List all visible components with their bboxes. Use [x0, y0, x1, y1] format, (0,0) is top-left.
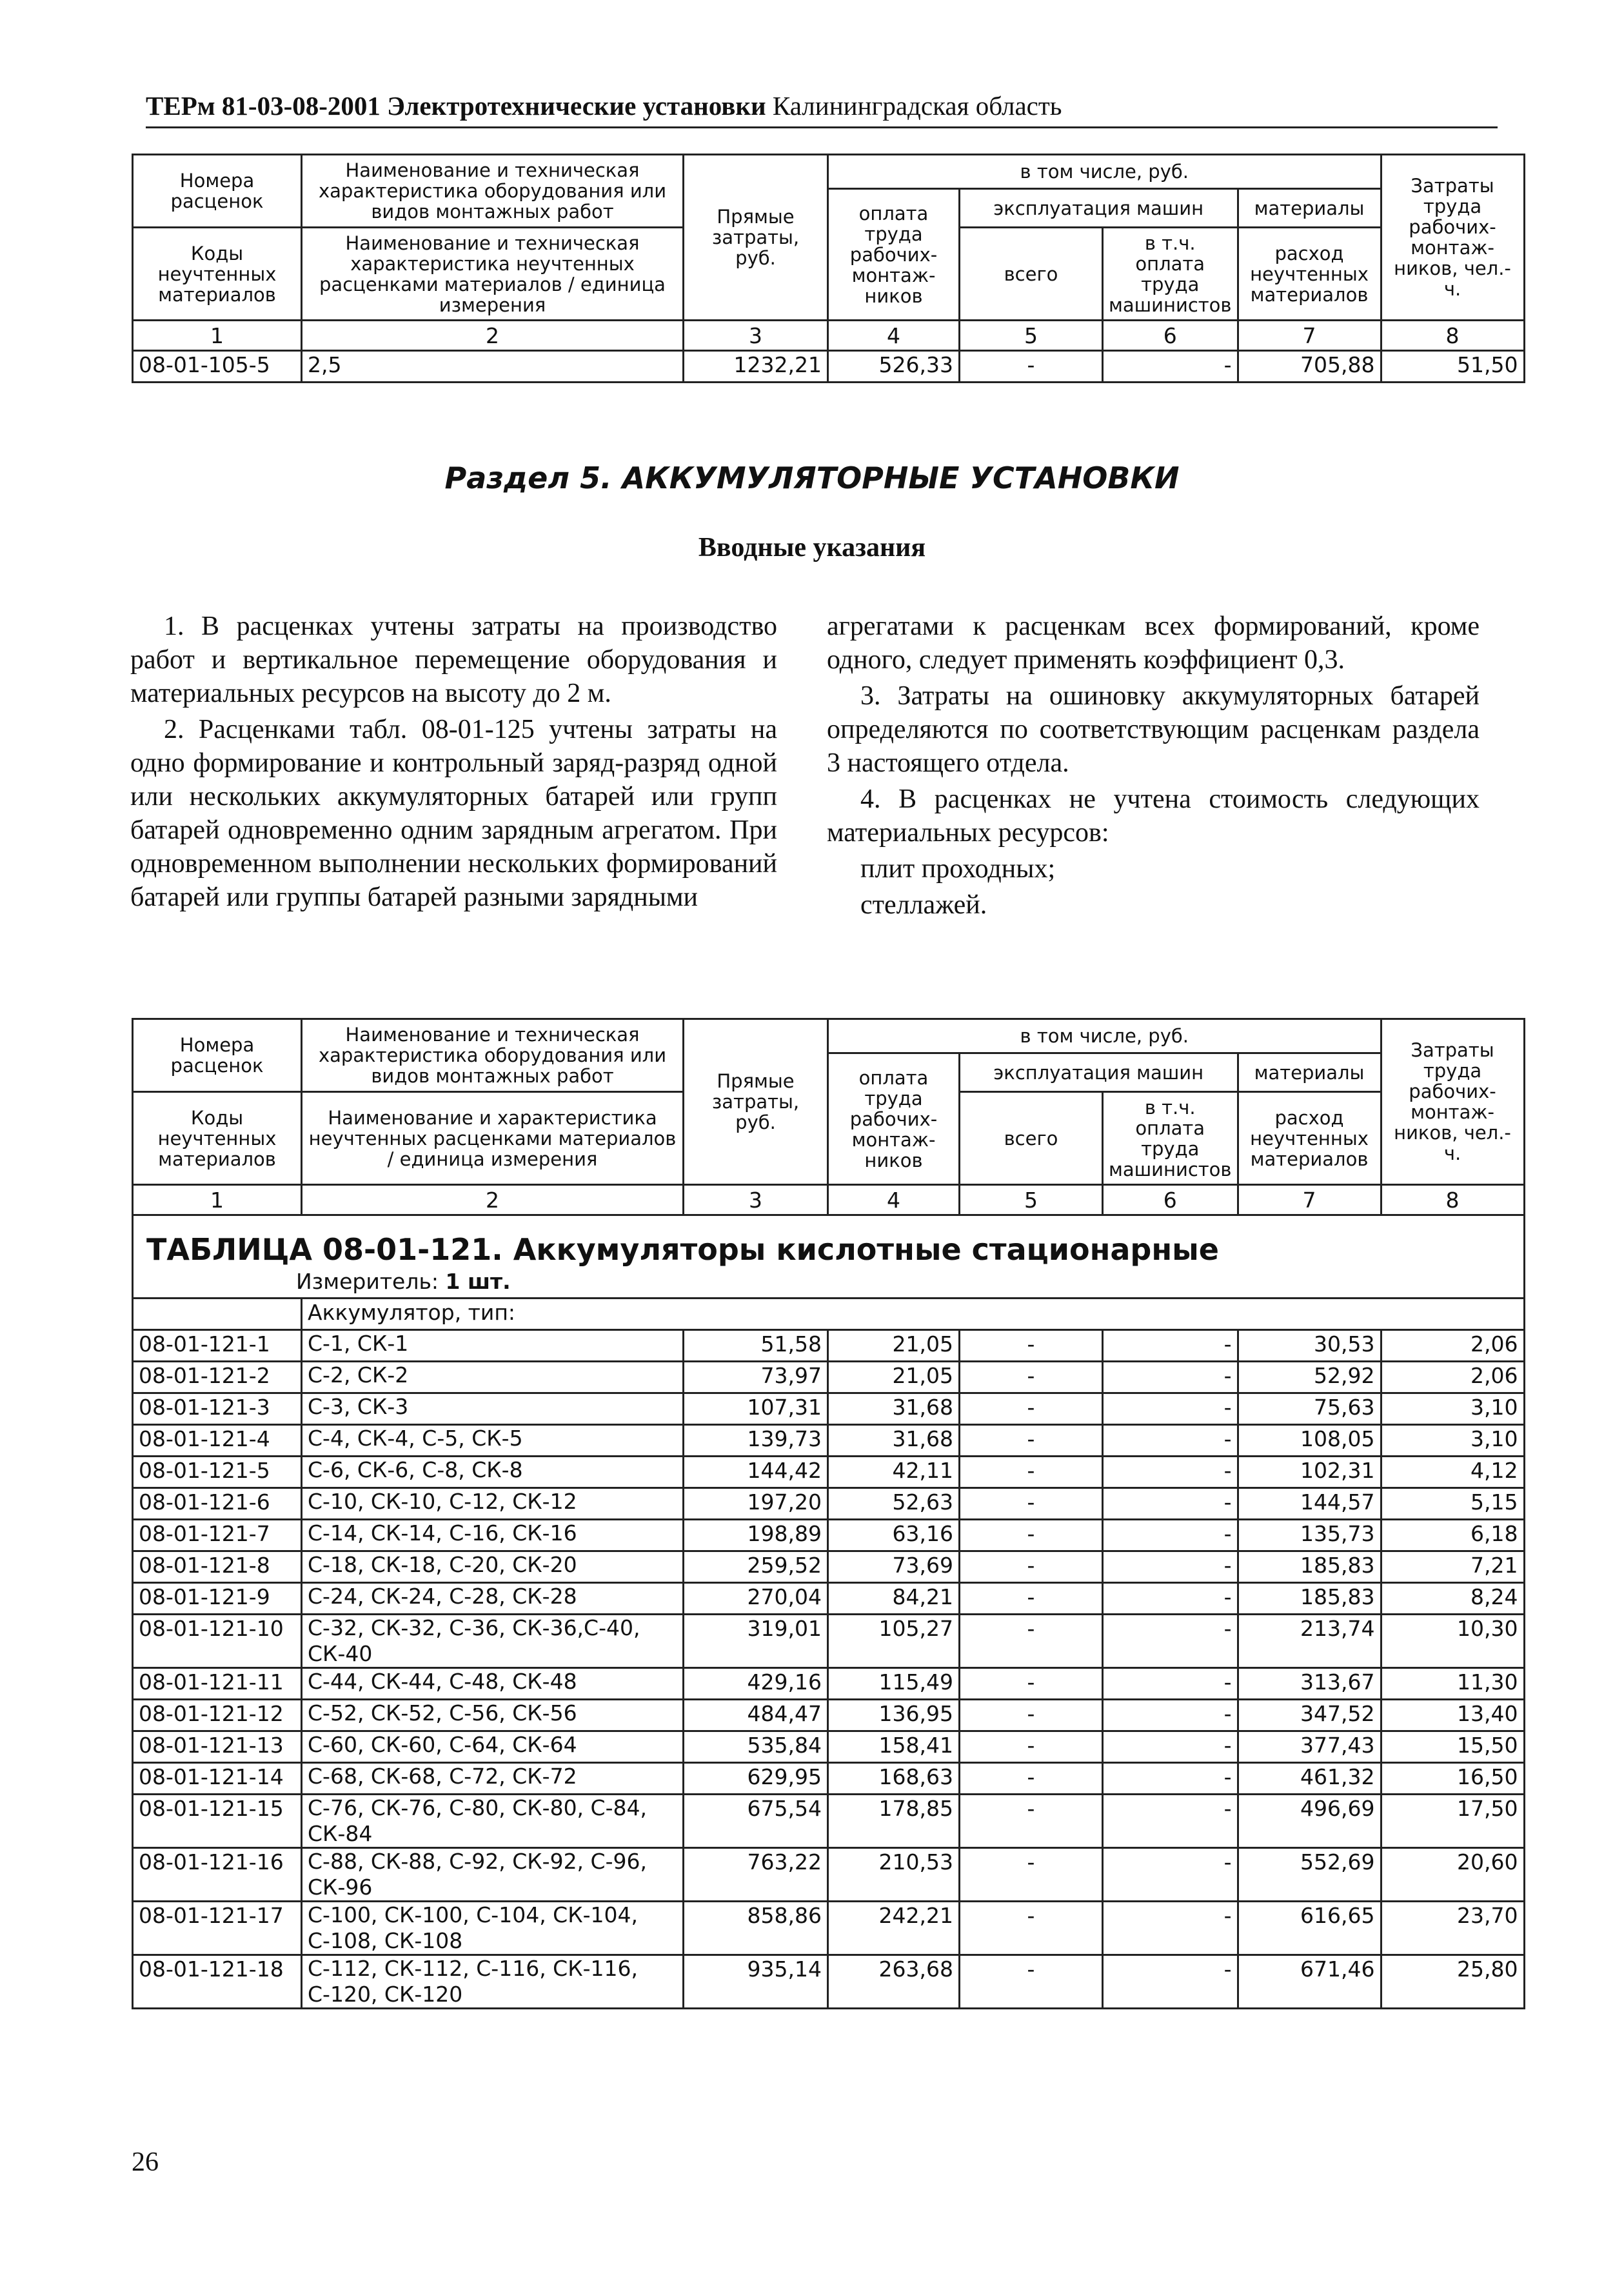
col-num: 8 [1381, 321, 1524, 351]
col-naim-bottom: Наименование и техническая характеристика неучтенных расценками материалов / единица измерения [302, 228, 684, 321]
cell-labor: 52,63 [828, 1488, 960, 1520]
cell-name: С-32, СК-32, С-36, СК-36,С-40, СК-40 [302, 1615, 684, 1668]
col-naim-bottom: Наименование и характеристика неучтенных расценками материалов / единица измерения [302, 1092, 684, 1185]
cell-hours: 23,70 [1381, 1902, 1524, 1955]
cell-direct: 484,47 [684, 1700, 828, 1731]
col-naim-top: Наименование и техническая характеристика оборудования или видов монтажных работ [302, 155, 684, 228]
cell-hours: 11,30 [1381, 1668, 1524, 1700]
intro-paragraph: плит проходных; [860, 854, 1056, 884]
table-row [133, 1488, 1525, 1520]
cell-materials: 313,67 [1238, 1668, 1381, 1700]
cell-operators: - [1103, 1457, 1238, 1488]
cell-name: С-24, СК-24, С-28, СК-28 [302, 1583, 684, 1615]
col-vsego: всего [960, 1092, 1103, 1185]
cell-materials: 52,92 [1238, 1362, 1381, 1393]
cell-labor: 115,49 [828, 1668, 960, 1700]
cell-labor: 263,68 [828, 1955, 960, 2009]
cell-operators: - [1103, 1362, 1238, 1393]
table-row [133, 1848, 1525, 1902]
cell-operators: - [1103, 1763, 1238, 1795]
table-row [133, 1700, 1525, 1731]
cell-materials: 75,63 [1238, 1393, 1381, 1425]
col-num: 7 [1238, 321, 1381, 351]
col-num: 5 [960, 1185, 1103, 1215]
cell-hours: 10,30 [1381, 1615, 1524, 1668]
intro-paragraph: агрегатами к расценкам всех формирований, кроме одного, следует применять коэффициент 0,3. [827, 612, 1480, 675]
cell-code: 08-01-121-10 [133, 1615, 302, 1668]
unit-value: 1 шт. [445, 1269, 511, 1294]
cell-code: 08-01-121-18 [133, 1955, 302, 2009]
cell-code: 08-01-121-13 [133, 1731, 302, 1763]
cell-code: 08-01-121-7 [133, 1520, 302, 1551]
cell-machines: - [960, 1955, 1103, 2009]
header-region: Калининградская область [772, 91, 1062, 121]
col-rashod: расход неучтенных материалов [1238, 1092, 1381, 1185]
cell-hours: 16,50 [1381, 1763, 1524, 1795]
cell-labor: 136,95 [828, 1700, 960, 1731]
cell-hours: 17,50 [1381, 1795, 1524, 1848]
cell-labor: 21,05 [828, 1362, 960, 1393]
cell-hours: 20,60 [1381, 1848, 1524, 1902]
col-zatraty: Затраты труда рабочих-монтаж-ников, чел.-ч. [1381, 1019, 1524, 1185]
col-kody: Коды неучтенных материалов [133, 228, 302, 321]
col-kody: Коды неучтенных материалов [133, 1092, 302, 1185]
table-row [133, 1551, 1525, 1583]
cell-labor: 178,85 [828, 1795, 960, 1848]
cell-operators: - [1103, 1795, 1238, 1848]
col-num: 2 [302, 321, 684, 351]
cell-name: С-3, СК-3 [302, 1393, 684, 1425]
cell-direct: 763,22 [684, 1848, 828, 1902]
cell-hours: 5,15 [1381, 1488, 1524, 1520]
cell-direct: 535,84 [684, 1731, 828, 1763]
cell-machines: - [960, 1551, 1103, 1583]
cell-code: 08-01-121-1 [133, 1330, 302, 1362]
cell-name: С-44, СК-44, С-48, СК-48 [302, 1668, 684, 1700]
group-label: Аккумулятор, тип: [302, 1299, 1525, 1330]
table-row [133, 1763, 1525, 1795]
cell-direct: 629,95 [684, 1763, 828, 1795]
cell-name: С-2, СК-2 [302, 1362, 684, 1393]
cell-hours: 13,40 [1381, 1700, 1524, 1731]
cell-materials: 616,65 [1238, 1902, 1381, 1955]
cell-operators: - [1103, 1520, 1238, 1551]
table-unit [134, 1269, 1523, 1297]
intro-paragraph: стеллажей. [860, 890, 987, 920]
cell-name: С-68, СК-68, С-72, СК-72 [302, 1763, 684, 1795]
cell-name: С-10, СК-10, С-12, СК-12 [302, 1488, 684, 1520]
col-num: 6 [1103, 321, 1238, 351]
continuation-table [132, 154, 1525, 383]
cell-name: С-18, СК-18, С-20, СК-20 [302, 1551, 684, 1583]
intro-paragraph: 4. В расценках не учтена стоимость следующих материальных ресурсов: [827, 784, 1480, 848]
cell-materials: 185,83 [1238, 1583, 1381, 1615]
col-naim-top: Наименование и техническая характеристика оборудования или видов монтажных работ [302, 1019, 684, 1092]
cell-direct: 139,73 [684, 1425, 828, 1457]
cell-code: 08-01-121-16 [133, 1848, 302, 1902]
cell-operators: - [1103, 1583, 1238, 1615]
cell-code: 08-01-121-4 [133, 1425, 302, 1457]
cell-code: 08-01-121-3 [133, 1393, 302, 1425]
cell-machines: - [960, 1583, 1103, 1615]
cell-hours: 51,50 [1381, 351, 1524, 383]
cell-operators: - [1103, 351, 1238, 383]
cell-hours: 7,21 [1381, 1551, 1524, 1583]
col-num: 2 [302, 1185, 684, 1215]
cell-code: 08-01-121-8 [133, 1551, 302, 1583]
table-row [133, 1457, 1525, 1488]
table-row [133, 351, 1525, 383]
col-vsego: всего [960, 228, 1103, 321]
cell-direct: 107,31 [684, 1393, 828, 1425]
col-num: 1 [133, 321, 302, 351]
unit-label: Измеритель: [296, 1269, 439, 1294]
cell-code: 08-01-121-11 [133, 1668, 302, 1700]
cell-hours: 2,06 [1381, 1362, 1524, 1393]
cell-machines: - [960, 1795, 1103, 1848]
table-row [133, 1668, 1525, 1700]
cell-direct: 858,86 [684, 1902, 828, 1955]
cell-direct: 270,04 [684, 1583, 828, 1615]
table-row [133, 1520, 1525, 1551]
col-num: 4 [828, 321, 960, 351]
col-ekspl: эксплуатация машин [960, 1053, 1238, 1092]
cell-name: С-76, СК-76, С-80, СК-80, С-84, СК-84 [302, 1795, 684, 1848]
cell-machines: - [960, 1700, 1103, 1731]
cell-machines: - [960, 1425, 1103, 1457]
cell-labor: 31,68 [828, 1425, 960, 1457]
col-oplata: оплата труда рабочих-монтаж-ников [828, 1053, 960, 1185]
col-rashod: расход неучтенных материалов [1238, 228, 1381, 321]
cell-materials: 30,53 [1238, 1330, 1381, 1362]
cell-machines: - [960, 1668, 1103, 1700]
col-vtch: в т.ч. оплата труда машинистов [1103, 228, 1238, 321]
cell-name: С-88, СК-88, С-92, СК-92, С-96, СК-96 [302, 1848, 684, 1902]
col-nomera: Номера расценок [133, 1019, 302, 1092]
cell-machines: - [960, 1763, 1103, 1795]
cell-labor: 21,05 [828, 1330, 960, 1362]
cell-materials: 496,69 [1238, 1795, 1381, 1848]
cell-direct: 429,16 [684, 1668, 828, 1700]
col-num: 3 [684, 321, 828, 351]
col-vtch: в т.ч. оплата труда машинистов [1103, 1092, 1238, 1185]
cell-labor: 63,16 [828, 1520, 960, 1551]
rates-table [132, 1018, 1525, 2009]
col-ekspl: эксплуатация машин [960, 189, 1238, 228]
cell-machines: - [960, 1457, 1103, 1488]
cell-materials: 213,74 [1238, 1615, 1381, 1668]
cell-operators: - [1103, 1425, 1238, 1457]
cell-hours: 3,10 [1381, 1425, 1524, 1457]
cell-labor: 168,63 [828, 1763, 960, 1795]
cell-direct: 259,52 [684, 1551, 828, 1583]
cell-materials: 135,73 [1238, 1520, 1381, 1551]
cell-code: 08-01-121-17 [133, 1902, 302, 1955]
col-pryamye: Прямые затраты, руб. [684, 155, 828, 321]
cell-name: С-6, СК-6, С-8, СК-8 [302, 1457, 684, 1488]
cell-operators: - [1103, 1731, 1238, 1763]
col-num: 4 [828, 1185, 960, 1215]
intro-paragraph: 2. Расценками табл. 08-01-125 учтены затраты на одно формирование и контрольный заряд-разряд одной или нескольких аккумуляторных батарей или групп батарей одновременно одним зарядным агрегатом. При одновременном выполнении нескольких формирований батарей или группы батарей разными зарядными [130, 715, 777, 912]
cell-operators: - [1103, 1668, 1238, 1700]
cell-labor: 73,69 [828, 1551, 960, 1583]
col-v-tom-chisle: в том числе, руб. [828, 155, 1381, 189]
cell-labor: 210,53 [828, 1848, 960, 1902]
table-row [133, 1731, 1525, 1763]
header-code: ТЕРм 81-03-08-2001 [146, 91, 381, 121]
cell-operators: - [1103, 1700, 1238, 1731]
header-rule [146, 126, 1498, 128]
cell-direct: 51,58 [684, 1330, 828, 1362]
cell-materials: 347,52 [1238, 1700, 1381, 1731]
cell-name: С-60, СК-60, С-64, СК-64 [302, 1731, 684, 1763]
page-number: 26 [132, 2147, 159, 2177]
cell-materials: 108,05 [1238, 1425, 1381, 1457]
cell-code: 08-01-121-5 [133, 1457, 302, 1488]
cell-materials: 185,83 [1238, 1551, 1381, 1583]
table-row [133, 1362, 1525, 1393]
cell-machines: - [960, 1520, 1103, 1551]
cell-machines: - [960, 1330, 1103, 1362]
cell-operators: - [1103, 1955, 1238, 2009]
table-caption [133, 1215, 1525, 1299]
section-title: Раздел 5. АККУМУЛЯТОРНЫЕ УСТАНОВКИ [444, 461, 1180, 495]
cell-operators: - [1103, 1330, 1238, 1362]
cell-name: 2,5 [302, 351, 684, 383]
cell-machines: - [960, 351, 1103, 383]
cell-materials: 705,88 [1238, 351, 1381, 383]
cell-machines: - [960, 1902, 1103, 1955]
table-row [133, 1425, 1525, 1457]
intro-column-left [130, 610, 777, 917]
group-label-code-cell [133, 1299, 302, 1330]
cell-hours: 15,50 [1381, 1731, 1524, 1763]
cell-hours: 8,24 [1381, 1583, 1524, 1615]
cell-machines: - [960, 1848, 1103, 1902]
cell-operators: - [1103, 1551, 1238, 1583]
cell-name: С-1, СК-1 [302, 1330, 684, 1362]
cell-direct: 73,97 [684, 1362, 828, 1393]
col-nomera: Номера расценок [133, 155, 302, 228]
table-row [133, 1583, 1525, 1615]
cell-name: С-4, СК-4, С-5, СК-5 [302, 1425, 684, 1457]
cell-direct: 197,20 [684, 1488, 828, 1520]
cell-operators: - [1103, 1615, 1238, 1668]
table-title: ТАБЛИЦА 08-01-121. Аккумуляторы кислотные стационарные [146, 1232, 1219, 1267]
col-materialy: материалы [1238, 189, 1381, 228]
intro-paragraph: 3. Затраты на ошиновку аккумуляторных батарей определяются по соответствующим расценкам раздела 3 настоящего отдела. [827, 681, 1480, 778]
col-num: 3 [684, 1185, 828, 1215]
col-num: 6 [1103, 1185, 1238, 1215]
col-oplata: оплата труда рабочих-монтаж-ников [828, 189, 960, 321]
intro-column-right [827, 610, 1480, 924]
col-zatraty: Затраты труда рабочих-монтаж-ников, чел.-ч. [1381, 155, 1524, 321]
cell-materials: 552,69 [1238, 1848, 1381, 1902]
cell-code: 08-01-121-12 [133, 1700, 302, 1731]
col-num: 5 [960, 321, 1103, 351]
table-row [133, 1902, 1525, 1955]
col-v-tom-chisle: в том числе, руб. [828, 1019, 1381, 1053]
header-title: Электротехнические установки [387, 91, 766, 121]
cell-code: 08-01-121-15 [133, 1795, 302, 1848]
cell-labor: 158,41 [828, 1731, 960, 1763]
cell-code: 08-01-105-5 [133, 351, 302, 383]
cell-name: С-112, СК-112, С-116, СК-116, С-120, СК-120 [302, 1955, 684, 2009]
col-num: 1 [133, 1185, 302, 1215]
cell-direct: 675,54 [684, 1795, 828, 1848]
cell-hours: 4,12 [1381, 1457, 1524, 1488]
cell-machines: - [960, 1362, 1103, 1393]
cell-labor: 526,33 [828, 351, 960, 383]
cell-name: С-14, СК-14, С-16, СК-16 [302, 1520, 684, 1551]
table-row [133, 1955, 1525, 2009]
cell-direct: 1232,21 [684, 351, 828, 383]
cell-labor: 105,27 [828, 1615, 960, 1668]
running-header [146, 90, 1498, 121]
col-num: 8 [1381, 1185, 1524, 1215]
cell-operators: - [1103, 1393, 1238, 1425]
cell-name: С-100, СК-100, С-104, СК-104, С-108, СК-108 [302, 1902, 684, 1955]
cell-machines: - [960, 1615, 1103, 1668]
rates-body [133, 1330, 1525, 2009]
cell-code: 08-01-121-6 [133, 1488, 302, 1520]
cell-materials: 377,43 [1238, 1731, 1381, 1763]
cell-materials: 671,46 [1238, 1955, 1381, 2009]
cell-operators: - [1103, 1488, 1238, 1520]
cell-materials: 461,32 [1238, 1763, 1381, 1795]
cell-labor: 84,21 [828, 1583, 960, 1615]
cell-name: С-52, СК-52, С-56, СК-56 [302, 1700, 684, 1731]
cell-code: 08-01-121-9 [133, 1583, 302, 1615]
cell-materials: 144,57 [1238, 1488, 1381, 1520]
cell-direct: 198,89 [684, 1520, 828, 1551]
cell-hours: 2,06 [1381, 1330, 1524, 1362]
cell-direct: 144,42 [684, 1457, 828, 1488]
cell-code: 08-01-121-14 [133, 1763, 302, 1795]
table-row [133, 1795, 1525, 1848]
table-row [133, 1330, 1525, 1362]
cell-direct: 319,01 [684, 1615, 828, 1668]
cell-labor: 42,11 [828, 1457, 960, 1488]
col-materialy: материалы [1238, 1053, 1381, 1092]
table-row [133, 1393, 1525, 1425]
cell-machines: - [960, 1393, 1103, 1425]
cell-labor: 31,68 [828, 1393, 960, 1425]
cell-materials: 102,31 [1238, 1457, 1381, 1488]
cell-machines: - [960, 1488, 1103, 1520]
intro-title: Вводные указания [698, 533, 926, 562]
table-row [133, 1615, 1525, 1668]
cell-direct: 935,14 [684, 1955, 828, 2009]
cell-operators: - [1103, 1902, 1238, 1955]
cell-labor: 242,21 [828, 1902, 960, 1955]
cell-operators: - [1103, 1848, 1238, 1902]
intro-paragraph: 1. В расценках учтены затраты на производство работ и вертикальное перемещение оборудования и материальных ресурсов на высоту до 2 м. [130, 612, 777, 708]
col-num: 7 [1238, 1185, 1381, 1215]
cell-code: 08-01-121-2 [133, 1362, 302, 1393]
cell-hours: 25,80 [1381, 1955, 1524, 2009]
cell-hours: 6,18 [1381, 1520, 1524, 1551]
cell-hours: 3,10 [1381, 1393, 1524, 1425]
col-pryamye: Прямые затраты, руб. [684, 1019, 828, 1185]
cell-machines: - [960, 1731, 1103, 1763]
